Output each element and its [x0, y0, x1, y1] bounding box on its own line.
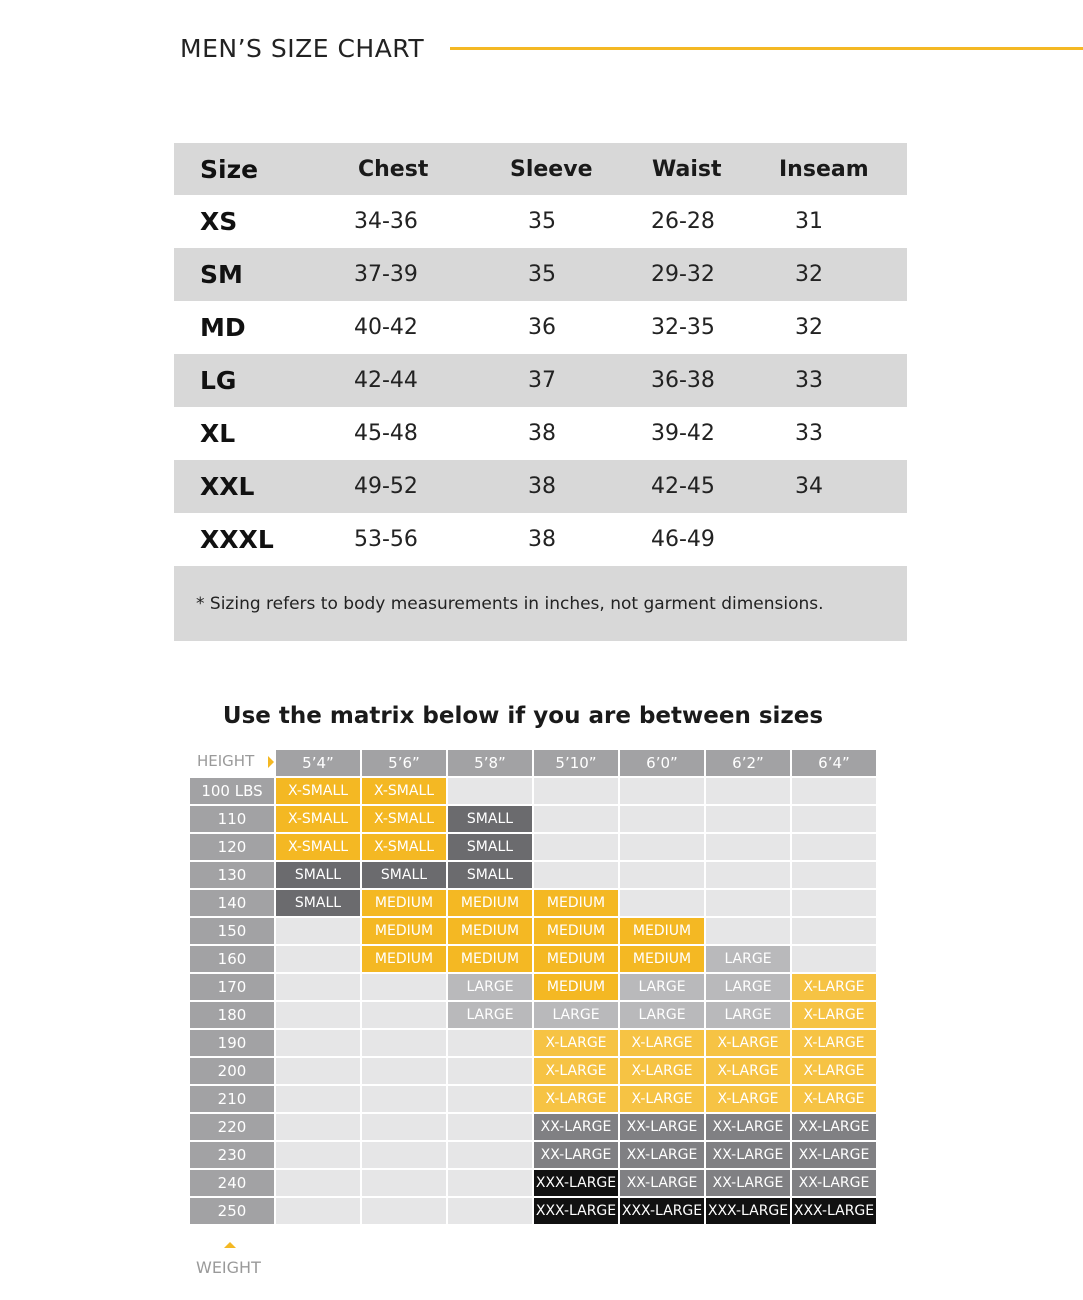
cell-size: XL	[200, 419, 236, 448]
weight-header: 190	[190, 1030, 274, 1056]
page-title: MEN’S SIZE CHART	[180, 34, 425, 63]
cell-chest: 45-48	[354, 421, 418, 446]
matrix-empty-cell	[276, 1170, 360, 1196]
matrix-size-cell: X-LARGE	[706, 1058, 790, 1084]
matrix-size-cell: X-SMALL	[276, 834, 360, 860]
matrix-empty-cell	[276, 1030, 360, 1056]
cell-size: LG	[200, 366, 237, 395]
matrix-size-cell: X-LARGE	[792, 1058, 876, 1084]
matrix-size-cell: X-LARGE	[706, 1030, 790, 1056]
weight-header: 180	[190, 1002, 274, 1028]
matrix-empty-cell	[276, 1058, 360, 1084]
header-inseam: Inseam	[779, 156, 869, 182]
matrix-size-cell: XX-LARGE	[706, 1170, 790, 1196]
sizing-note: * Sizing refers to body measurements in inches, not garment dimensions.	[174, 566, 907, 641]
header-waist: Waist	[652, 156, 722, 182]
matrix-size-cell: LARGE	[534, 1002, 618, 1028]
cell-chest: 42-44	[354, 368, 418, 393]
matrix-size-cell: MEDIUM	[534, 946, 618, 972]
matrix-size-cell: MEDIUM	[448, 890, 532, 916]
cell-waist: 46-49	[651, 527, 715, 552]
header-sleeve: Sleeve	[510, 156, 593, 182]
matrix-size-cell: MEDIUM	[534, 890, 618, 916]
matrix-empty-cell	[792, 806, 876, 832]
matrix-size-cell: SMALL	[448, 834, 532, 860]
cell-chest: 49-52	[354, 474, 418, 499]
matrix-empty-cell	[448, 1170, 532, 1196]
matrix-size-cell: X-LARGE	[792, 1002, 876, 1028]
cell-size: XXXL	[200, 525, 274, 554]
matrix-empty-cell	[276, 1086, 360, 1112]
matrix-empty-cell	[448, 1198, 532, 1224]
size-table-row	[174, 407, 907, 460]
matrix-size-cell: X-LARGE	[534, 1058, 618, 1084]
cell-size: XS	[200, 207, 238, 236]
cell-waist: 42-45	[651, 474, 715, 499]
cell-waist: 26-28	[651, 209, 715, 234]
matrix-size-cell: XXX-LARGE	[534, 1198, 618, 1224]
cell-size: XXL	[200, 472, 255, 501]
matrix-empty-cell	[362, 1002, 446, 1028]
cell-sleeve: 38	[528, 527, 556, 552]
matrix-empty-cell	[276, 1114, 360, 1140]
matrix-size-cell: XX-LARGE	[792, 1170, 876, 1196]
matrix-empty-cell	[706, 778, 790, 804]
weight-header: 130	[190, 862, 274, 888]
weight-header: 220	[190, 1114, 274, 1140]
weight-header: 200	[190, 1058, 274, 1084]
matrix-size-cell: XXX-LARGE	[792, 1198, 876, 1224]
matrix-size-cell: SMALL	[448, 806, 532, 832]
matrix-size-cell: LARGE	[620, 974, 704, 1000]
cell-size: SM	[200, 260, 243, 289]
matrix-size-cell: MEDIUM	[620, 918, 704, 944]
cell-sleeve: 35	[528, 209, 556, 234]
matrix-empty-cell	[534, 862, 618, 888]
cell-size: MD	[200, 313, 246, 342]
matrix-size-cell: LARGE	[448, 974, 532, 1000]
matrix-empty-cell	[362, 974, 446, 1000]
matrix-empty-cell	[706, 918, 790, 944]
matrix-empty-cell	[276, 918, 360, 944]
cell-chest: 37-39	[354, 262, 418, 287]
matrix-size-cell: X-LARGE	[620, 1086, 704, 1112]
cell-waist: 36-38	[651, 368, 715, 393]
matrix-empty-cell	[448, 1058, 532, 1084]
weight-label: WEIGHT	[196, 1258, 261, 1277]
cell-sleeve: 35	[528, 262, 556, 287]
matrix-empty-cell	[620, 778, 704, 804]
matrix-size-cell: MEDIUM	[448, 918, 532, 944]
height-label: HEIGHT	[197, 752, 255, 770]
weight-header: 230	[190, 1142, 274, 1168]
matrix-size-cell: XXX-LARGE	[620, 1198, 704, 1224]
matrix-empty-cell	[534, 806, 618, 832]
matrix-heading: Use the matrix below if you are between sizes	[222, 703, 824, 729]
cell-waist: 29-32	[651, 262, 715, 287]
height-arrow-icon	[268, 756, 274, 768]
matrix-size-cell: MEDIUM	[534, 974, 618, 1000]
matrix-empty-cell	[706, 890, 790, 916]
matrix-size-cell: SMALL	[276, 862, 360, 888]
matrix-size-cell: XX-LARGE	[620, 1114, 704, 1140]
weight-header: 100 LBS	[190, 778, 274, 804]
height-header: 5’4”	[276, 750, 360, 776]
size-table-row	[174, 195, 907, 248]
matrix-size-cell: XX-LARGE	[534, 1142, 618, 1168]
matrix-size-cell: X-SMALL	[362, 834, 446, 860]
weight-header: 140	[190, 890, 274, 916]
matrix-empty-cell	[362, 1114, 446, 1140]
matrix-empty-cell	[706, 834, 790, 860]
height-header: 6’4”	[792, 750, 876, 776]
matrix-empty-cell	[620, 890, 704, 916]
matrix-size-cell: X-LARGE	[620, 1058, 704, 1084]
cell-inseam: 34	[795, 474, 823, 499]
size-table-row	[174, 460, 907, 513]
matrix-empty-cell	[534, 778, 618, 804]
matrix-size-cell: XX-LARGE	[706, 1114, 790, 1140]
matrix-size-cell: X-SMALL	[276, 778, 360, 804]
cell-waist: 32-35	[651, 315, 715, 340]
matrix-empty-cell	[448, 1142, 532, 1168]
cell-chest: 53-56	[354, 527, 418, 552]
matrix-empty-cell	[792, 890, 876, 916]
weight-header: 160	[190, 946, 274, 972]
matrix-empty-cell	[362, 1086, 446, 1112]
matrix-empty-cell	[792, 778, 876, 804]
size-table	[174, 143, 907, 641]
matrix-empty-cell	[276, 946, 360, 972]
height-header: 6’2”	[706, 750, 790, 776]
matrix-size-cell: LARGE	[706, 974, 790, 1000]
matrix-size-cell: XX-LARGE	[620, 1170, 704, 1196]
size-table-row	[174, 301, 907, 354]
matrix-size-cell: X-LARGE	[620, 1030, 704, 1056]
size-table-row	[174, 248, 907, 301]
matrix-empty-cell	[620, 806, 704, 832]
matrix-empty-cell	[534, 834, 618, 860]
matrix-size-cell: LARGE	[706, 1002, 790, 1028]
matrix-empty-cell	[448, 778, 532, 804]
size-table-header	[174, 143, 907, 195]
matrix-empty-cell	[792, 834, 876, 860]
matrix-empty-cell	[792, 946, 876, 972]
height-header: 5’6”	[362, 750, 446, 776]
matrix-size-cell: SMALL	[362, 862, 446, 888]
height-header: 5’8”	[448, 750, 532, 776]
matrix-size-cell: X-LARGE	[706, 1086, 790, 1112]
size-matrix	[190, 750, 876, 1224]
weight-header: 170	[190, 974, 274, 1000]
matrix-size-cell: SMALL	[448, 862, 532, 888]
matrix-size-cell: SMALL	[276, 890, 360, 916]
matrix-empty-cell	[276, 1142, 360, 1168]
weight-header: 120	[190, 834, 274, 860]
matrix-size-cell: LARGE	[620, 1002, 704, 1028]
matrix-empty-cell	[362, 1198, 446, 1224]
header-size: Size	[200, 154, 259, 184]
cell-sleeve: 38	[528, 421, 556, 446]
weight-header: 240	[190, 1170, 274, 1196]
matrix-empty-cell	[276, 974, 360, 1000]
cell-sleeve: 37	[528, 368, 556, 393]
weight-arrow-icon	[224, 1242, 236, 1248]
matrix-size-cell: MEDIUM	[448, 946, 532, 972]
weight-header: 110	[190, 806, 274, 832]
matrix-size-cell: XX-LARGE	[792, 1114, 876, 1140]
cell-inseam: 33	[795, 368, 823, 393]
title-rule	[450, 47, 1083, 50]
matrix-size-cell: X-LARGE	[534, 1030, 618, 1056]
matrix-size-cell: MEDIUM	[534, 918, 618, 944]
matrix-size-cell: LARGE	[448, 1002, 532, 1028]
cell-inseam: 31	[795, 209, 823, 234]
matrix-size-cell: XXX-LARGE	[534, 1170, 618, 1196]
cell-waist: 39-42	[651, 421, 715, 446]
matrix-size-cell: MEDIUM	[362, 946, 446, 972]
matrix-empty-cell	[620, 834, 704, 860]
matrix-empty-cell	[620, 862, 704, 888]
matrix-empty-cell	[448, 1086, 532, 1112]
matrix-empty-cell	[706, 862, 790, 888]
matrix-empty-cell	[792, 918, 876, 944]
matrix-size-cell: X-SMALL	[362, 778, 446, 804]
height-header: 6’0”	[620, 750, 704, 776]
matrix-size-cell: MEDIUM	[362, 918, 446, 944]
matrix-empty-cell	[276, 1198, 360, 1224]
height-header: 5’10”	[534, 750, 618, 776]
cell-inseam: 32	[795, 262, 823, 287]
cell-sleeve: 36	[528, 315, 556, 340]
matrix-size-cell: XXX-LARGE	[706, 1198, 790, 1224]
matrix-size-cell: X-LARGE	[792, 1086, 876, 1112]
matrix-empty-cell	[448, 1114, 532, 1140]
matrix-empty-cell	[792, 862, 876, 888]
matrix-size-cell: MEDIUM	[620, 946, 704, 972]
matrix-empty-cell	[362, 1170, 446, 1196]
matrix-size-cell: X-SMALL	[276, 806, 360, 832]
weight-header: 250	[190, 1198, 274, 1224]
cell-inseam: 33	[795, 421, 823, 446]
matrix-empty-cell	[362, 1030, 446, 1056]
matrix-size-cell: XX-LARGE	[706, 1142, 790, 1168]
size-table-body	[174, 195, 907, 566]
matrix-size-cell: X-LARGE	[534, 1086, 618, 1112]
size-table-row	[174, 354, 907, 407]
matrix-empty-cell	[362, 1142, 446, 1168]
cell-chest: 40-42	[354, 315, 418, 340]
cell-chest: 34-36	[354, 209, 418, 234]
header-chest: Chest	[358, 156, 429, 182]
matrix-size-cell: X-LARGE	[792, 974, 876, 1000]
cell-inseam: 32	[795, 315, 823, 340]
matrix-size-cell: LARGE	[706, 946, 790, 972]
cell-sleeve: 38	[528, 474, 556, 499]
matrix-size-cell: XX-LARGE	[534, 1114, 618, 1140]
weight-header: 210	[190, 1086, 274, 1112]
matrix-size-cell: XX-LARGE	[792, 1142, 876, 1168]
matrix-empty-cell	[362, 1058, 446, 1084]
matrix-size-cell: XX-LARGE	[620, 1142, 704, 1168]
matrix-empty-cell	[706, 806, 790, 832]
matrix-size-cell: X-SMALL	[362, 806, 446, 832]
matrix-empty-cell	[448, 1030, 532, 1056]
weight-header: 150	[190, 918, 274, 944]
matrix-empty-cell	[276, 1002, 360, 1028]
matrix-size-cell: X-LARGE	[792, 1030, 876, 1056]
size-table-row	[174, 513, 907, 566]
matrix-size-cell: MEDIUM	[362, 890, 446, 916]
